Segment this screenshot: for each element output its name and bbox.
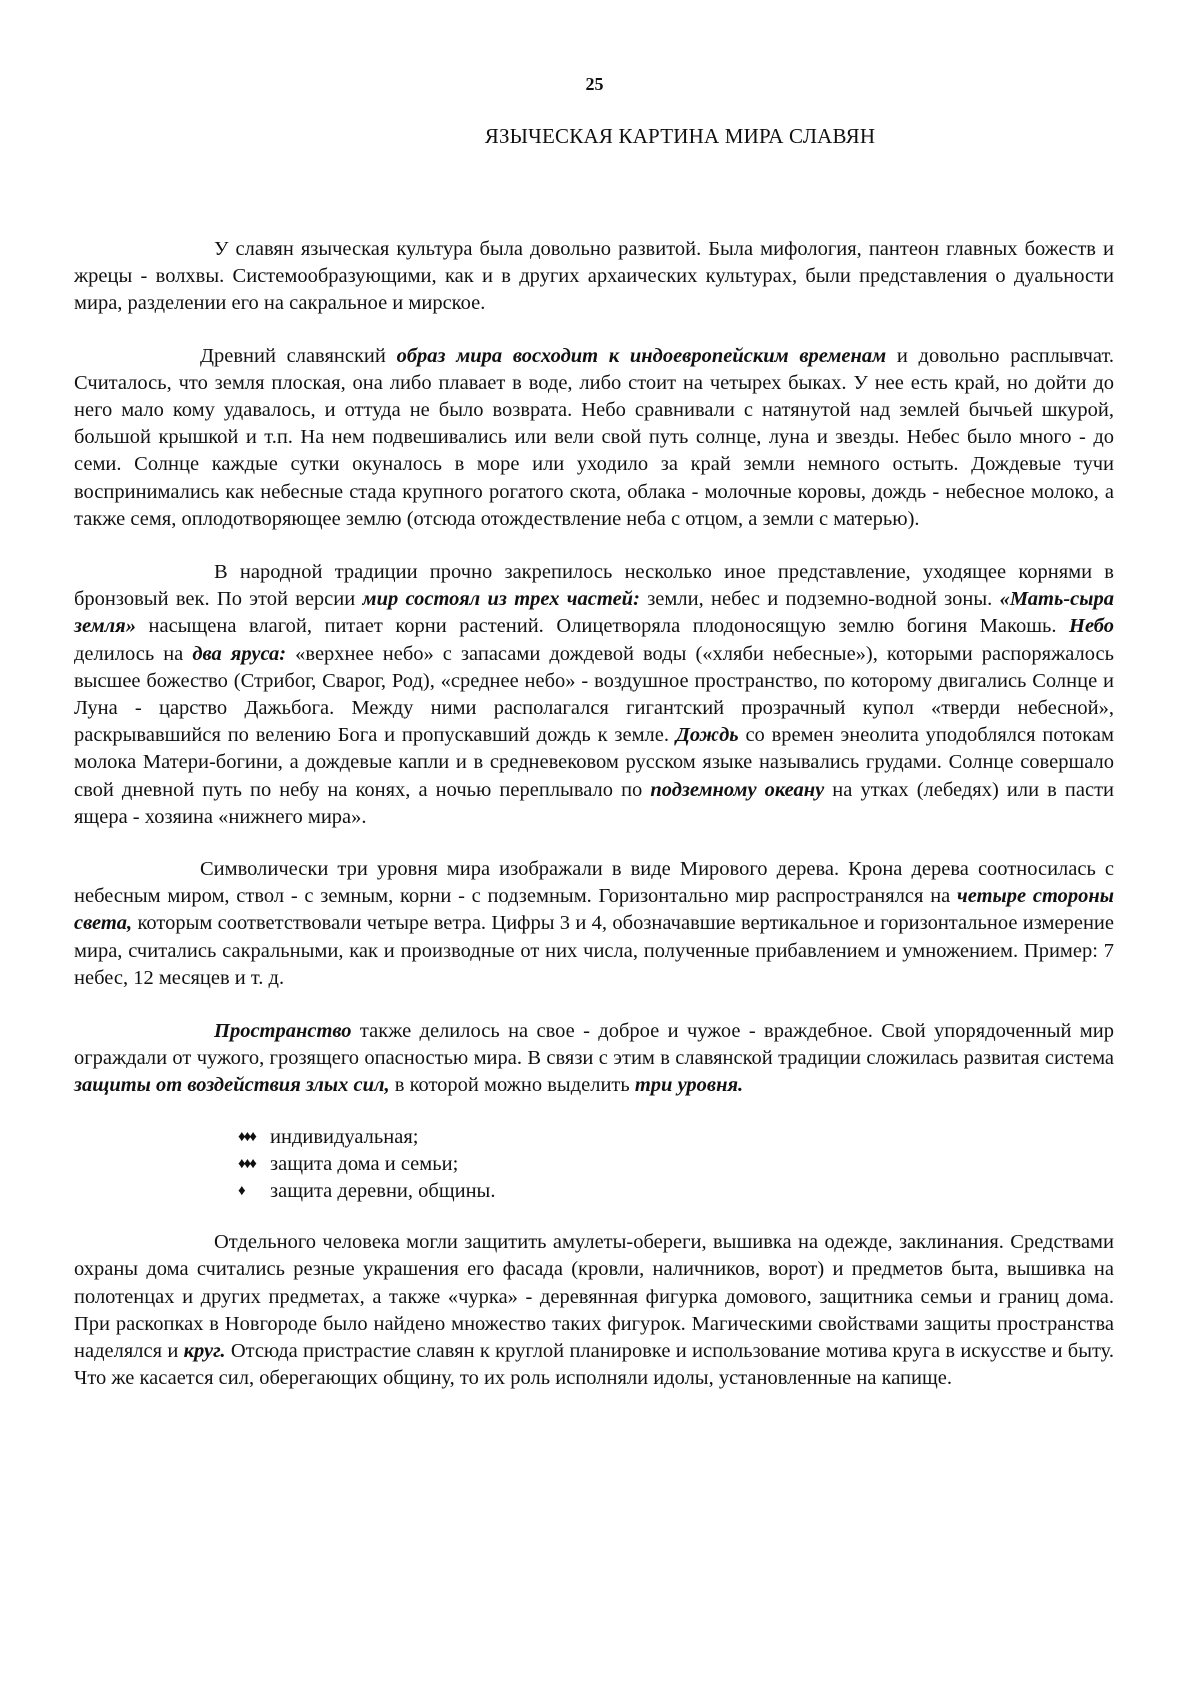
text-run: Отдельного человека могли защитить амулеты-обереги, вышивка на одежде, заклинания. Средствами охраны дома считались резные украшения его фасада (кровли, наличников, ворот) и предметов быта, вышивка на полотенцах и других предметах, а также «чурка» - деревянная фигурка домового, защитника семьи и границ дома. При раскопках в Новгороде было найдено множество таких фигурок. Магическими свойствами защиты пространства наделялся и — [74, 1231, 1114, 1363]
text-run: насыщена влагой, питает корни растений. Олицетворяла плодоносящую землю богиня Макошь. — [135, 615, 1070, 638]
list-item — [238, 1124, 1114, 1151]
emphasis: три уровня — [634, 1074, 739, 1097]
emphasis: четыре стороны света, — [74, 885, 1114, 935]
paragraph-intro: У славян языческая культура была довольно развитой. Была мифология, пантеон главных божеств и жрецы - волхвы. Системообразующими, как и в других архаических культурах, были представления о дуальности мира, разделении его на сакральное и мирское. — [74, 238, 1114, 315]
text-run: со времен энеолита уподоблялся потокам молока Матери-богини, а дождевые капли и в средневековом русском языке назывались грудами. Солнце совершало свой дневной путь по небу на конях, а ночью переплывало по — [74, 724, 1114, 801]
text-run: и довольно расплывчат. Считалось, что земля плоская, она либо плавает в воде, либо стоит на четырех быках. У нее есть край, но дойти до него мало кому удавалось, и оттуда не было возврата. Небо сравнивали с натянутой над землей бычьей шкурой, большой крышкой и т.п. На нем подвешивались или вели свой путь солнце, луна и звезды. Небес было много - до семи. Солнце каждые сутки окуналось в море или уходило за край земли немного остыть. Дождевые тучи воспринимались как небесные стада крупного рогатого скота, облака - молочные коровы, дождь - небесное молоко, а также семя, оплодотворяющее землю (отсюда отождествление неба с отцом, а земли с матерью). — [74, 344, 1114, 530]
emphasis: Дождь — [675, 724, 739, 747]
paragraph-space — [74, 1018, 1114, 1100]
protection-levels-list — [74, 1124, 1114, 1206]
paragraph-world-tree — [74, 856, 1114, 992]
text-run: делилось на — [74, 642, 193, 665]
paragraph-protection — [74, 1229, 1114, 1392]
emphasis: «Мать-сыра земля» — [74, 588, 1114, 638]
body-text — [74, 236, 1114, 1392]
page-title: ЯЗЫЧЕСКАЯ КАРТИНА МИРА СЛАВЯН — [484, 124, 876, 148]
diamond-bullet-icon: ♦♦♦ — [238, 1155, 255, 1172]
emphasis: . — [738, 1074, 744, 1097]
emphasis: защиты от воздействия злых сил, — [74, 1074, 390, 1097]
emphasis: круг. — [183, 1340, 226, 1363]
paragraph-three-parts — [74, 559, 1114, 831]
text-run: также делилось на свое - доброе и чужое - враждебное. Свой упорядоченный мир ограждали от чужого, грозящего опасностью мира. В связи с этим в славянской традиции сложилась развитая система — [74, 1020, 1114, 1070]
text-run: на утках (лебедях) или в пасти ящера - хозяина «нижнего мира». — [74, 778, 1114, 828]
list-item — [238, 1178, 1114, 1205]
text-run: которым соответствовали четыре ветра. Цифры 3 и 4, обозначавшие вертикальное и горизонтальное измерение мира, считались сакральными, как и производные от них числа, полученные прибавлением и умножением. Пример: 7 небес, 12 месяцев и т. д. — [74, 912, 1114, 989]
text-run: Древний славянский — [200, 344, 397, 367]
list-item-text: индивидуальная; — [270, 1125, 419, 1148]
emphasis: образ мира восходит к индоевропейским временам — [396, 344, 887, 367]
paragraph-world-image — [74, 343, 1114, 533]
diamond-bullet-icon: ♦ — [238, 1183, 244, 1200]
emphasis: подземному океану — [650, 778, 825, 801]
text-run: в которой можно выделить — [389, 1074, 635, 1097]
text-run: земли, небес и подземно-водной зоны. — [639, 588, 1000, 611]
list-item — [238, 1151, 1114, 1178]
text-run: Символически три уровня мира изображали в виде Мирового дерева. Крона дерева соотносилась с небесным миром, ствол - с земным, корни - с подземным. Горизонтально мир распространялся на — [74, 858, 1114, 908]
diamond-bullet-icon: ♦♦♦ — [238, 1128, 255, 1145]
text-run: В народной традиции прочно закрепилось несколько иное представление, уходящее корнями в бронзовый век. По этой версии — [74, 561, 1114, 611]
emphasis: Небо — [1069, 615, 1114, 638]
emphasis: мир состоял из трех частей: — [362, 588, 640, 611]
emphasis: два яруса: — [192, 642, 287, 665]
text-run: Отсюда пристрастие славян к круглой планировке и использование мотива круга в искусстве и быту. Что же касается сил, оберегающих общину, то их роль исполняли идолы, установленные на капище. — [74, 1340, 1114, 1390]
list-item-text: защита дома и семьи; — [270, 1152, 459, 1175]
text-run: «верхнее небо» с запасами дождевой воды («хляби небесные»), которыми распоряжалось высшее божество (Стрибог, Сварог, Род), «среднее небо» - воздушное пространство, по которому двигались Солнце и Луна - царство Дажьбога. Между ними располагался гигантский прозрачный купол «тверди небесной», раскрывавшийся по велению Бога и пропускавший дождь к земле. — [74, 642, 1114, 747]
emphasis: Пространство — [214, 1020, 352, 1043]
page-number: 25 — [585, 74, 604, 94]
list-item-text: защита деревни, общины. — [270, 1180, 496, 1203]
